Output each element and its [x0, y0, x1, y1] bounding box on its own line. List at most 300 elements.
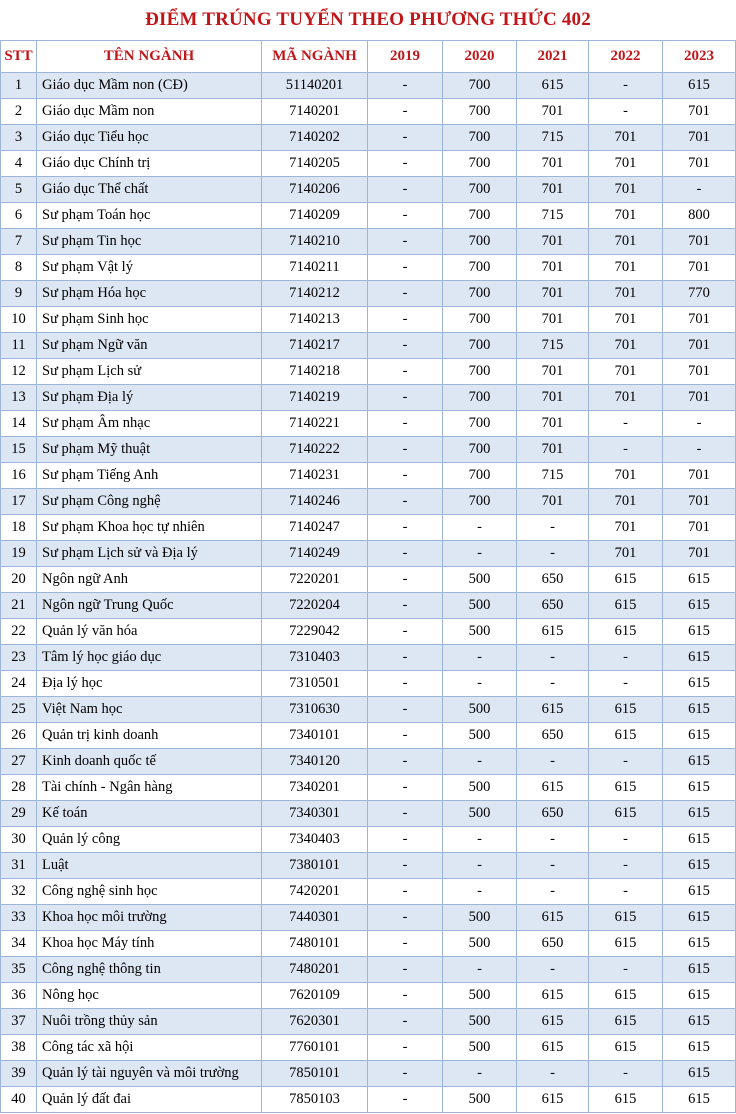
cell-2022: 701: [589, 151, 663, 177]
cell-2021: 615: [517, 697, 589, 723]
table-row: [1, 1009, 736, 1035]
cell-2022: 701: [589, 359, 663, 385]
cell-major-code: 7140219: [262, 385, 368, 411]
header-year-2020: 2020: [443, 41, 517, 73]
cell-2023: 701: [663, 489, 736, 515]
cell-2023: 800: [663, 203, 736, 229]
cell-major-name: Quản lý đất đai: [37, 1087, 262, 1113]
cell-2020: 700: [443, 177, 517, 203]
cell-2023: -: [663, 411, 736, 437]
table-row: [1, 697, 736, 723]
cell-stt: 7: [1, 229, 37, 255]
cell-2021: 715: [517, 333, 589, 359]
cell-major-code: 7340301: [262, 801, 368, 827]
cell-major-name: Sư phạm Âm nhạc: [37, 411, 262, 437]
cell-major-code: 7380101: [262, 853, 368, 879]
cell-2023: 615: [663, 73, 736, 99]
table-row: [1, 489, 736, 515]
cell-stt: 38: [1, 1035, 37, 1061]
cell-stt: 27: [1, 749, 37, 775]
table-row: [1, 749, 736, 775]
cell-major-name: Giáo dục Chính trị: [37, 151, 262, 177]
cell-2023: -: [663, 437, 736, 463]
cell-2022: -: [589, 957, 663, 983]
cell-2021: 615: [517, 775, 589, 801]
cell-2023: 701: [663, 385, 736, 411]
cell-2021: 701: [517, 281, 589, 307]
cell-2023: 615: [663, 1087, 736, 1113]
cell-major-code: 7140222: [262, 437, 368, 463]
cell-2023: 615: [663, 957, 736, 983]
cell-2022: 701: [589, 255, 663, 281]
cell-stt: 1: [1, 73, 37, 99]
cell-2020: -: [443, 541, 517, 567]
cell-major-name: Tâm lý học giáo dục: [37, 645, 262, 671]
cell-2022: -: [589, 853, 663, 879]
cell-major-name: Công nghệ sinh học: [37, 879, 262, 905]
cell-2022: 615: [589, 567, 663, 593]
cell-stt: 22: [1, 619, 37, 645]
cell-2023: -: [663, 177, 736, 203]
page-title: ĐIỂM TRÚNG TUYỂN THEO PHƯƠNG THỨC 402: [145, 9, 591, 30]
table-row: [1, 775, 736, 801]
cell-2023: 615: [663, 723, 736, 749]
cell-major-name: Sư phạm Vật lý: [37, 255, 262, 281]
cell-2020: 500: [443, 1087, 517, 1113]
table-row: [1, 1061, 736, 1087]
cell-2022: -: [589, 749, 663, 775]
cell-stt: 32: [1, 879, 37, 905]
cell-major-name: Tài chính - Ngân hàng: [37, 775, 262, 801]
cell-2021: 615: [517, 73, 589, 99]
cell-2023: 701: [663, 515, 736, 541]
cell-major-code: 7140201: [262, 99, 368, 125]
table-row: [1, 333, 736, 359]
cell-2021: -: [517, 645, 589, 671]
cell-2022: -: [589, 1061, 663, 1087]
cell-major-code: 51140201: [262, 73, 368, 99]
table-row: [1, 281, 736, 307]
cell-major-code: 7310630: [262, 697, 368, 723]
cell-stt: 13: [1, 385, 37, 411]
cell-2022: 615: [589, 593, 663, 619]
cell-2023: 701: [663, 359, 736, 385]
table-row: [1, 853, 736, 879]
cell-2020: 700: [443, 307, 517, 333]
cell-stt: 8: [1, 255, 37, 281]
cell-major-name: Ngôn ngữ Anh: [37, 567, 262, 593]
cell-major-code: 7340101: [262, 723, 368, 749]
cell-2022: 615: [589, 619, 663, 645]
cell-major-name: Sư phạm Mỹ thuật: [37, 437, 262, 463]
cell-2023: 615: [663, 853, 736, 879]
admission-scores-table: [0, 40, 736, 1113]
cell-2021: 615: [517, 983, 589, 1009]
cell-2019: -: [368, 1087, 443, 1113]
cell-stt: 34: [1, 931, 37, 957]
header-stt: STT: [1, 41, 37, 73]
cell-2019: -: [368, 515, 443, 541]
cell-major-code: 7140249: [262, 541, 368, 567]
header-major-code: MÃ NGÀNH: [262, 41, 368, 73]
cell-2022: 615: [589, 1087, 663, 1113]
cell-2021: 701: [517, 359, 589, 385]
cell-major-name: Giáo dục Thể chất: [37, 177, 262, 203]
table-row: [1, 203, 736, 229]
cell-major-code: 7310501: [262, 671, 368, 697]
cell-2022: 701: [589, 489, 663, 515]
table-row: [1, 879, 736, 905]
cell-major-name: Quản lý văn hóa: [37, 619, 262, 645]
table-body: [1, 73, 736, 1113]
cell-2019: -: [368, 541, 443, 567]
table-row: [1, 73, 736, 99]
cell-major-code: 7340201: [262, 775, 368, 801]
cell-2019: -: [368, 359, 443, 385]
cell-2023: 615: [663, 827, 736, 853]
cell-2019: -: [368, 255, 443, 281]
cell-2021: 701: [517, 99, 589, 125]
cell-2019: -: [368, 203, 443, 229]
cell-major-code: 7620109: [262, 983, 368, 1009]
cell-stt: 35: [1, 957, 37, 983]
cell-2023: 701: [663, 333, 736, 359]
header-major-name: TÊN NGÀNH: [37, 41, 262, 73]
cell-2020: -: [443, 671, 517, 697]
cell-2021: -: [517, 957, 589, 983]
table-row: [1, 827, 736, 853]
cell-2021: -: [517, 671, 589, 697]
cell-major-code: 7440301: [262, 905, 368, 931]
cell-2022: -: [589, 411, 663, 437]
cell-2020: -: [443, 515, 517, 541]
table-row: [1, 463, 736, 489]
cell-2020: 700: [443, 99, 517, 125]
cell-major-name: Khoa học môi trường: [37, 905, 262, 931]
cell-major-name: Khoa học Máy tính: [37, 931, 262, 957]
cell-2019: -: [368, 73, 443, 99]
header-year-2023: 2023: [663, 41, 736, 73]
cell-2021: -: [517, 853, 589, 879]
cell-2020: 700: [443, 437, 517, 463]
cell-major-name: Sư phạm Hóa học: [37, 281, 262, 307]
cell-stt: 6: [1, 203, 37, 229]
cell-2020: -: [443, 853, 517, 879]
cell-major-name: Địa lý học: [37, 671, 262, 697]
table-row: [1, 1035, 736, 1061]
cell-2020: -: [443, 645, 517, 671]
cell-stt: 15: [1, 437, 37, 463]
cell-2022: 701: [589, 177, 663, 203]
cell-2023: 615: [663, 1035, 736, 1061]
cell-2021: 715: [517, 125, 589, 151]
cell-2019: -: [368, 879, 443, 905]
cell-2020: 500: [443, 931, 517, 957]
cell-stt: 26: [1, 723, 37, 749]
cell-2021: 615: [517, 1087, 589, 1113]
cell-2021: 615: [517, 1009, 589, 1035]
cell-2023: 615: [663, 619, 736, 645]
cell-stt: 5: [1, 177, 37, 203]
table-row: [1, 541, 736, 567]
cell-2022: -: [589, 73, 663, 99]
cell-2023: 615: [663, 1061, 736, 1087]
cell-2022: 701: [589, 463, 663, 489]
cell-2022: -: [589, 827, 663, 853]
cell-major-name: Sư phạm Tin học: [37, 229, 262, 255]
cell-2020: 700: [443, 463, 517, 489]
cell-major-name: Sư phạm Lịch sử: [37, 359, 262, 385]
cell-stt: 18: [1, 515, 37, 541]
cell-2019: -: [368, 567, 443, 593]
cell-2022: -: [589, 671, 663, 697]
cell-2022: 701: [589, 333, 663, 359]
cell-stt: 24: [1, 671, 37, 697]
cell-stt: 17: [1, 489, 37, 515]
table-row: [1, 983, 736, 1009]
cell-major-code: 7140205: [262, 151, 368, 177]
cell-2020: -: [443, 827, 517, 853]
cell-2019: -: [368, 333, 443, 359]
cell-2019: -: [368, 437, 443, 463]
cell-2022: 701: [589, 229, 663, 255]
cell-2020: 700: [443, 385, 517, 411]
cell-major-name: Giáo dục Tiểu học: [37, 125, 262, 151]
cell-2023: 615: [663, 749, 736, 775]
cell-2020: 500: [443, 983, 517, 1009]
table-row: [1, 411, 736, 437]
cell-major-code: 7480201: [262, 957, 368, 983]
cell-2021: 650: [517, 567, 589, 593]
table-row: [1, 255, 736, 281]
cell-2021: 715: [517, 203, 589, 229]
cell-major-name: Luật: [37, 853, 262, 879]
cell-major-code: 7140209: [262, 203, 368, 229]
cell-2023: 615: [663, 801, 736, 827]
cell-stt: 30: [1, 827, 37, 853]
cell-2022: 615: [589, 801, 663, 827]
cell-2019: -: [368, 619, 443, 645]
cell-stt: 29: [1, 801, 37, 827]
cell-major-name: Sư phạm Công nghệ: [37, 489, 262, 515]
cell-major-code: 7140212: [262, 281, 368, 307]
cell-2021: 701: [517, 177, 589, 203]
cell-major-code: 7220204: [262, 593, 368, 619]
cell-major-code: 7140247: [262, 515, 368, 541]
cell-major-name: Kế toán: [37, 801, 262, 827]
cell-2023: 615: [663, 671, 736, 697]
cell-major-code: 7620301: [262, 1009, 368, 1035]
cell-2021: 701: [517, 307, 589, 333]
cell-major-code: 7140206: [262, 177, 368, 203]
cell-2019: -: [368, 697, 443, 723]
header-year-2022: 2022: [589, 41, 663, 73]
cell-stt: 36: [1, 983, 37, 1009]
cell-2020: 500: [443, 1035, 517, 1061]
cell-2019: -: [368, 645, 443, 671]
cell-2023: 701: [663, 229, 736, 255]
cell-2019: -: [368, 983, 443, 1009]
cell-2019: -: [368, 489, 443, 515]
cell-stt: 33: [1, 905, 37, 931]
cell-2020: 700: [443, 333, 517, 359]
cell-2021: 615: [517, 905, 589, 931]
cell-2021: 615: [517, 619, 589, 645]
table-row: [1, 645, 736, 671]
cell-2022: 701: [589, 203, 663, 229]
cell-2022: 701: [589, 281, 663, 307]
cell-2019: -: [368, 827, 443, 853]
cell-2019: -: [368, 411, 443, 437]
cell-2020: 700: [443, 151, 517, 177]
cell-2023: 615: [663, 879, 736, 905]
cell-major-name: Quản lý công: [37, 827, 262, 853]
cell-2022: -: [589, 879, 663, 905]
cell-2023: 615: [663, 593, 736, 619]
cell-major-name: Nuôi trồng thủy sản: [37, 1009, 262, 1035]
table-row: [1, 801, 736, 827]
table-row: [1, 905, 736, 931]
cell-stt: 20: [1, 567, 37, 593]
cell-2021: -: [517, 515, 589, 541]
cell-2022: 615: [589, 697, 663, 723]
cell-stt: 31: [1, 853, 37, 879]
cell-2023: 615: [663, 905, 736, 931]
cell-2019: -: [368, 229, 443, 255]
table-row: [1, 151, 736, 177]
cell-stt: 19: [1, 541, 37, 567]
cell-2020: 700: [443, 411, 517, 437]
cell-2020: -: [443, 1061, 517, 1087]
cell-2021: 701: [517, 437, 589, 463]
cell-major-name: Sư phạm Toán học: [37, 203, 262, 229]
cell-2022: 615: [589, 905, 663, 931]
cell-2021: 701: [517, 151, 589, 177]
table-header-row: [1, 41, 736, 73]
cell-2021: 650: [517, 801, 589, 827]
cell-2020: 700: [443, 229, 517, 255]
table-row: [1, 437, 736, 463]
table-row: [1, 1087, 736, 1113]
cell-major-name: Việt Nam học: [37, 697, 262, 723]
cell-stt: 4: [1, 151, 37, 177]
cell-2019: -: [368, 1061, 443, 1087]
cell-major-name: Công nghệ thông tin: [37, 957, 262, 983]
table-row: [1, 957, 736, 983]
table-row: [1, 723, 736, 749]
cell-major-code: 7850101: [262, 1061, 368, 1087]
cell-2019: -: [368, 905, 443, 931]
cell-2021: -: [517, 749, 589, 775]
cell-2020: 700: [443, 203, 517, 229]
cell-2023: 701: [663, 463, 736, 489]
cell-2019: -: [368, 931, 443, 957]
table-row: [1, 593, 736, 619]
cell-2021: 701: [517, 411, 589, 437]
cell-2020: 700: [443, 125, 517, 151]
cell-2023: 615: [663, 1009, 736, 1035]
cell-stt: 2: [1, 99, 37, 125]
cell-2022: 615: [589, 775, 663, 801]
cell-2020: 500: [443, 905, 517, 931]
cell-2019: -: [368, 385, 443, 411]
cell-2022: 701: [589, 515, 663, 541]
cell-2019: -: [368, 1035, 443, 1061]
cell-2020: 500: [443, 697, 517, 723]
cell-2019: -: [368, 801, 443, 827]
cell-stt: 9: [1, 281, 37, 307]
cell-2019: -: [368, 957, 443, 983]
cell-major-code: 7140231: [262, 463, 368, 489]
cell-2021: 701: [517, 385, 589, 411]
cell-major-name: Công tác xã hội: [37, 1035, 262, 1061]
cell-major-code: 7760101: [262, 1035, 368, 1061]
table-row: [1, 229, 736, 255]
cell-major-name: Sư phạm Ngữ văn: [37, 333, 262, 359]
cell-major-name: Quản lý tài nguyên và môi trường: [37, 1061, 262, 1087]
table-row: [1, 515, 736, 541]
table-row: [1, 671, 736, 697]
cell-major-code: 7140213: [262, 307, 368, 333]
cell-2021: 701: [517, 229, 589, 255]
cell-major-code: 7140210: [262, 229, 368, 255]
cell-stt: 10: [1, 307, 37, 333]
cell-2019: -: [368, 723, 443, 749]
cell-2019: -: [368, 281, 443, 307]
cell-2022: 615: [589, 723, 663, 749]
cell-2021: 701: [517, 489, 589, 515]
cell-stt: 12: [1, 359, 37, 385]
cell-major-name: Quản trị kinh doanh: [37, 723, 262, 749]
table-row: [1, 567, 736, 593]
cell-2020: -: [443, 749, 517, 775]
cell-2020: 700: [443, 281, 517, 307]
cell-stt: 21: [1, 593, 37, 619]
cell-stt: 28: [1, 775, 37, 801]
cell-2021: -: [517, 541, 589, 567]
cell-major-code: 7140246: [262, 489, 368, 515]
cell-major-name: Ngôn ngữ Trung Quốc: [37, 593, 262, 619]
cell-stt: 23: [1, 645, 37, 671]
cell-2020: 500: [443, 775, 517, 801]
table-row: [1, 359, 736, 385]
cell-2023: 701: [663, 307, 736, 333]
header-year-2021: 2021: [517, 41, 589, 73]
cell-2020: 500: [443, 619, 517, 645]
cell-2019: -: [368, 853, 443, 879]
cell-major-name: Sư phạm Địa lý: [37, 385, 262, 411]
cell-2023: 615: [663, 697, 736, 723]
cell-2019: -: [368, 307, 443, 333]
cell-2020: 500: [443, 801, 517, 827]
cell-major-name: Sư phạm Sinh học: [37, 307, 262, 333]
cell-2020: 700: [443, 255, 517, 281]
table-row: [1, 619, 736, 645]
cell-2020: 500: [443, 593, 517, 619]
cell-2021: 715: [517, 463, 589, 489]
cell-2022: 701: [589, 385, 663, 411]
cell-major-name: Giáo dục Mầm non (CĐ): [37, 73, 262, 99]
cell-2021: 650: [517, 723, 589, 749]
cell-2023: 701: [663, 99, 736, 125]
cell-2019: -: [368, 125, 443, 151]
cell-2019: -: [368, 593, 443, 619]
cell-major-code: 7340120: [262, 749, 368, 775]
cell-2022: -: [589, 437, 663, 463]
cell-2019: -: [368, 775, 443, 801]
cell-stt: 25: [1, 697, 37, 723]
cell-stt: 14: [1, 411, 37, 437]
